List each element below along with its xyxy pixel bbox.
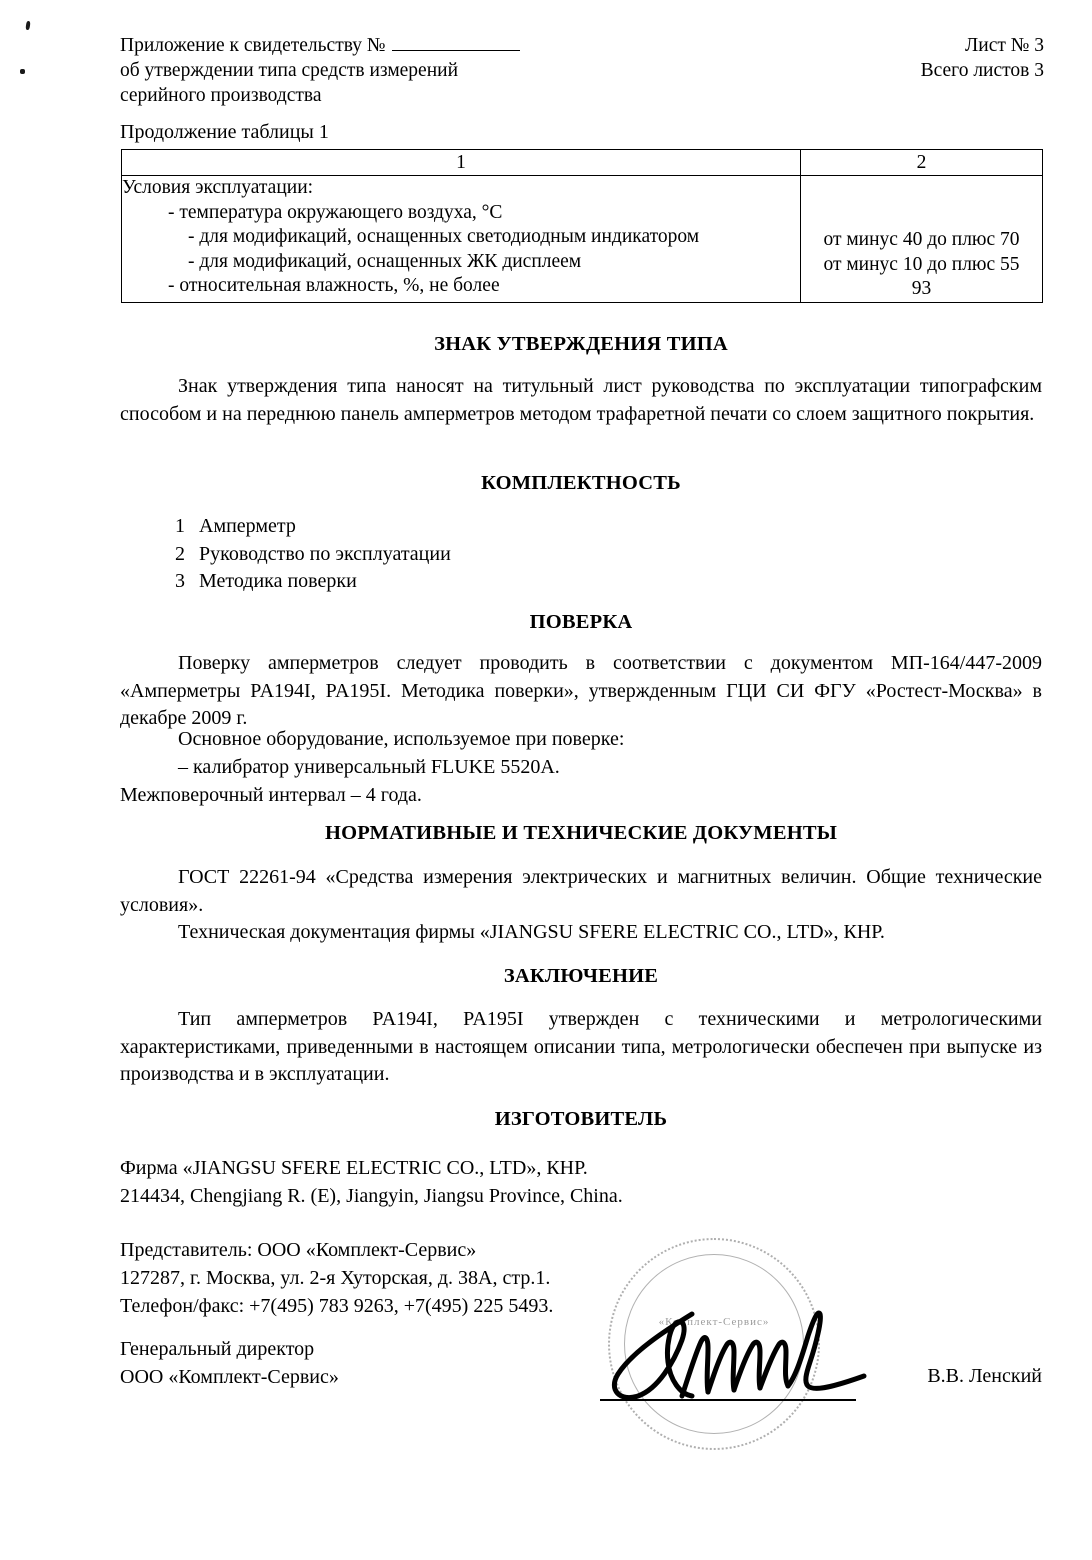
approval-mark-paragraph: Знак утверждения типа наносят на титульный лист руководства по эксплуатации типографским способом и на переднюю панель амперметров методом трафаретной печати со слоем защитного покрытия. <box>120 375 1042 425</box>
signatory-position: Генеральный директор <box>120 1338 315 1360</box>
table-row-value: 93 <box>911 278 932 299</box>
scan-speck-icon <box>25 21 30 30</box>
certificate-number-blank <box>392 38 520 51</box>
documents-paragraph-1: ГОСТ 22261-94 «Средства измерения электрических и магнитных величин. Общие технические условия». <box>120 866 1042 916</box>
representative-name: Представитель: ООО «Комплект-Сервис» <box>120 1239 477 1261</box>
stamp-label: «Комплект-Сервис» <box>658 1316 770 1328</box>
signature-rule <box>600 1399 856 1401</box>
list-item-label: Амперметр <box>199 515 296 537</box>
list-item <box>175 541 451 569</box>
verification-paragraph-1: Поверку амперметров следует проводить в соответствии с документом МП-164/447-2009 «Амперметры PA194I, PA195I. Методика поверки», утвержденным ГЦИ СИ ФГУ «Ростест-Москва» в декабре 2009 г. <box>120 652 1042 729</box>
list-item <box>175 568 451 596</box>
table-caption: Продолжение таблицы 1 <box>120 121 329 143</box>
table-row-value: от минус 10 до плюс 55 <box>823 253 1020 275</box>
list-item-number: 2 <box>175 542 185 565</box>
header-left-line3: серийного производства <box>120 85 322 106</box>
table-row-label: - для модификаций, оснащенных светодиодным индикатором <box>188 226 700 247</box>
list-item-label: Руководство по эксплуатации <box>199 542 451 565</box>
table-row-label: - относительная влажность, %, не более <box>168 275 500 296</box>
handwritten-signature-icon <box>596 1300 876 1410</box>
signatory-name: В.В. Ленский <box>927 1365 1042 1387</box>
verification-equipment-item: – калибратор универсальный FLUKE 5520A. <box>178 756 560 778</box>
completeness-list <box>175 513 451 596</box>
table-cell-values <box>801 176 1043 303</box>
verification-equipment-intro: Основное оборудование, используемое при поверке: <box>178 728 625 750</box>
verification-interval: Межповерочный интервал – 4 года. <box>120 784 422 806</box>
table-row-label: - для модификаций, оснащенных ЖК дисплеем <box>188 250 582 272</box>
section-title-conclusion: ЗАКЛЮЧЕНИЕ <box>503 965 659 987</box>
sheet-number: Лист № 3 <box>965 35 1044 56</box>
table-row <box>122 176 1043 303</box>
table-row-label: Условия эксплуатации: <box>122 177 314 198</box>
section-title-approval-mark: ЗНАК УТВЕРЖДЕНИЯ ТИПА <box>434 333 728 355</box>
header-right-block <box>921 33 1044 83</box>
signatory-company: ООО «Комплект-Сервис» <box>120 1366 339 1388</box>
table-row-label: - температура окружающего воздуха, °С <box>168 201 503 223</box>
documents-paragraph-2: Техническая документация фирмы «JIANGSU SFERE ELECTRIC CO., LTD», КНР. <box>178 921 885 943</box>
value-spacer <box>801 176 1042 228</box>
manufacturer-address: 214434, Chengjiang R. (E), Jiangyin, Jiangsu Province, China. <box>120 1185 623 1207</box>
list-item-number: 3 <box>175 570 185 592</box>
section-title-completeness: КОМПЛЕКТНОСТЬ <box>481 472 681 494</box>
section-title-documents: НОРМАТИВНЫЕ И ТЕХНИЧЕСКИЕ ДОКУМЕНТЫ <box>324 822 838 844</box>
conclusion-paragraph: Тип амперметров PA194I, PA195I утвержден с техническими и метрологическими характеристиками, приведенными в настоящем описании типа, метрологически обеспечен при выпуске из производства и в эксплуатации. <box>120 1008 1042 1085</box>
table-col-header-2: 2 <box>801 150 1043 176</box>
manufacturer-company: Фирма «JIANGSU SFERE ELECTRIC CO., LTD», КНР. <box>120 1157 588 1179</box>
list-item-number: 1 <box>175 515 185 537</box>
scan-speck-icon <box>20 69 25 74</box>
table-header-row <box>122 150 1043 176</box>
table-col-header-1: 1 <box>122 150 801 176</box>
header-left-block <box>120 33 520 108</box>
section-title-manufacturer: ИЗГОТОВИТЕЛЬ <box>494 1108 668 1130</box>
page-header <box>120 33 1044 108</box>
total-sheets: Всего листов 3 <box>920 60 1044 81</box>
table-cell-conditions <box>122 176 801 303</box>
representative-phone: Телефон/факс: +7(495) 783 9263, +7(495) 225 5493. <box>120 1295 554 1317</box>
certificate-label: Приложение к свидетельству № <box>120 35 386 56</box>
specifications-table <box>121 149 1043 303</box>
table-row-value: от минус 40 до плюс 70 <box>823 229 1020 250</box>
list-item <box>175 513 451 541</box>
list-item-label: Методика поверки <box>199 570 357 592</box>
representative-address: 127287, г. Москва, ул. 2-я Хуторская, д. 38А, стр.1. <box>120 1267 551 1289</box>
header-left-line2: об утверждении типа средств измерений <box>120 60 459 81</box>
section-title-verification: ПОВЕРКА <box>529 611 633 633</box>
